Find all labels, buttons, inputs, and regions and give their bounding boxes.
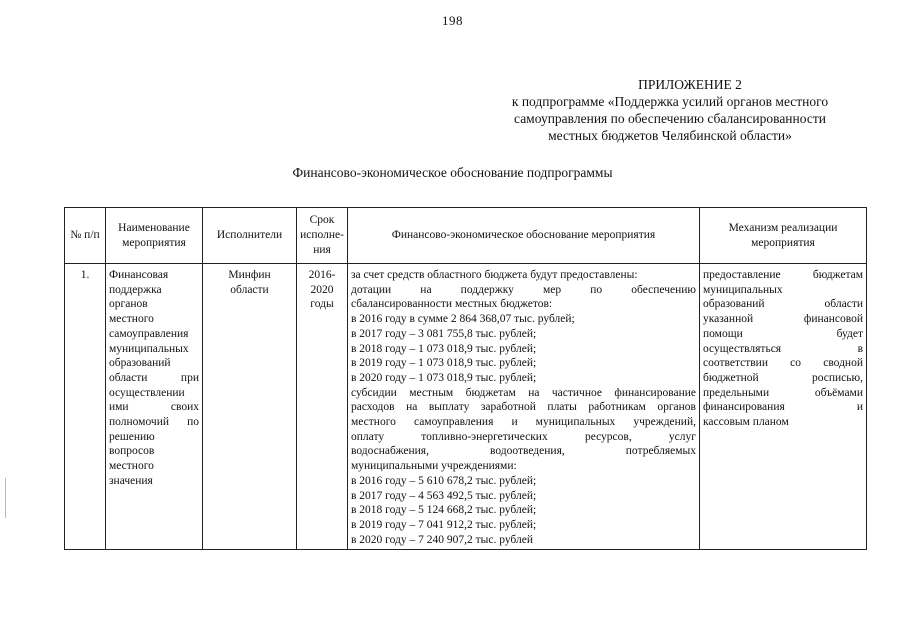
term-line: 2020 xyxy=(310,283,334,296)
header-term: Срок исполне-ния xyxy=(297,208,348,264)
appendix-heading: ПРИЛОЖЕНИЕ 2 xyxy=(638,77,742,92)
justification-line: дотации на поддержку мер по обеспечению xyxy=(351,283,696,296)
mechanism-line: финансирования и xyxy=(703,401,863,414)
justification-line: за счет средств областного бюджета будут предоставлены: xyxy=(351,269,638,281)
mechanism-line: помощи будет xyxy=(703,327,863,340)
cell-num: 1. xyxy=(65,264,106,550)
justification-line: расходов на выплату заработной платы работникам органов xyxy=(351,401,696,414)
name-line: Финансовая xyxy=(109,269,169,281)
name-line: местного xyxy=(109,460,154,473)
justification-line: в 2016 году в сумме 2 864 368,07 тыс. рублей; xyxy=(351,313,575,326)
justification-line: в 2019 году – 7 041 912,2 тыс. рублей; xyxy=(351,518,537,531)
cell-name xyxy=(106,264,203,550)
name-line: полномочий по xyxy=(109,416,199,429)
name-line: значения xyxy=(109,474,153,487)
cell-term xyxy=(297,264,348,550)
justification-line: в 2020 году – 1 073 018,9 тыс. рублей; xyxy=(351,371,537,384)
justification-table xyxy=(64,207,867,550)
justification-line: в 2020 году – 7 240 907,2 тыс. рублей xyxy=(351,533,533,546)
term-line: годы xyxy=(310,298,334,311)
name-line: ими своих xyxy=(109,401,199,414)
mechanism-line: указанной финансовой xyxy=(703,313,863,326)
appendix-line: местных бюджетов Челябинской области» xyxy=(548,128,792,143)
name-line: поддержка xyxy=(109,283,162,296)
mechanism-line: предельными объёмами xyxy=(703,386,863,399)
justification-line: сбалансированности местных бюджетов: xyxy=(351,298,553,311)
name-line: области при xyxy=(109,371,199,384)
mechanism-line: осуществляться в xyxy=(703,342,863,355)
cell-mechanism xyxy=(700,264,867,550)
justification-line: оплату топливно-энергетических ресурсов, услуг xyxy=(351,430,696,443)
header-name: Наименование мероприятия xyxy=(106,208,203,264)
appendix-header xyxy=(470,76,870,144)
name-line: осуществлении xyxy=(109,386,185,399)
justification-line: в 2017 году – 3 081 755,8 тыс. рублей; xyxy=(351,327,537,340)
header-justification: Финансово-экономическое обоснование мероприятия xyxy=(348,208,700,264)
justification-line: в 2018 году – 5 124 668,2 тыс. рублей; xyxy=(351,504,537,517)
term-line: 2016- xyxy=(308,269,336,281)
justification-line: в 2019 году – 1 073 018,9 тыс. рублей; xyxy=(351,357,537,370)
document-title: Финансово-экономическое обоснование подпрограммы xyxy=(292,165,613,180)
mechanism-line: соответствии со сводной xyxy=(703,357,863,370)
executor-line: области xyxy=(230,283,269,296)
name-line: местного xyxy=(109,313,154,326)
executor-line: Минфин xyxy=(228,269,271,281)
appendix-line: к подпрограмме «Поддержка усилий органов местного xyxy=(511,94,829,109)
mechanism-line: бюджетной росписью, xyxy=(703,371,863,384)
name-line: вопросов xyxy=(109,445,155,458)
justification-line: субсидии местным бюджетам на частичное финансирование xyxy=(351,386,696,399)
scan-artifact-line xyxy=(5,478,6,518)
name-line: органов xyxy=(109,298,148,311)
justification-line: в 2018 году – 1 073 018,9 тыс. рублей; xyxy=(351,342,537,355)
cell-executors xyxy=(203,264,297,550)
justification-line: в 2016 году – 5 610 678,2 тыс. рублей; xyxy=(351,474,537,487)
mechanism-line: образований области xyxy=(703,298,863,311)
name-line: муниципальных xyxy=(109,342,189,355)
appendix-line: самоуправления по обеспечению сбалансированности xyxy=(514,111,826,126)
justification-line: водоснабжения, водоотведения, потребляемых xyxy=(351,445,696,458)
justification-line: муниципальными учреждениями: xyxy=(351,460,517,473)
header-num: № п/п xyxy=(65,208,106,264)
page-number: 198 xyxy=(442,13,463,28)
mechanism-line: предоставление бюджетам xyxy=(703,269,863,281)
mechanism-line: кассовым планом xyxy=(703,416,789,429)
name-line: самоуправления xyxy=(109,327,189,340)
name-line: решению xyxy=(109,430,155,443)
justification-line: местного самоуправления и муниципальных учреждений, xyxy=(351,416,696,429)
header-mechanism: Механизм реализации мероприятия xyxy=(700,208,867,264)
mechanism-line: муниципальных xyxy=(703,283,783,296)
table-row xyxy=(65,264,867,550)
header-executors: Исполнители xyxy=(203,208,297,264)
cell-justification xyxy=(348,264,700,550)
table-header-row xyxy=(65,208,867,264)
name-line: образований xyxy=(109,357,171,370)
justification-line: в 2017 году – 4 563 492,5 тыс. рублей; xyxy=(351,489,537,502)
